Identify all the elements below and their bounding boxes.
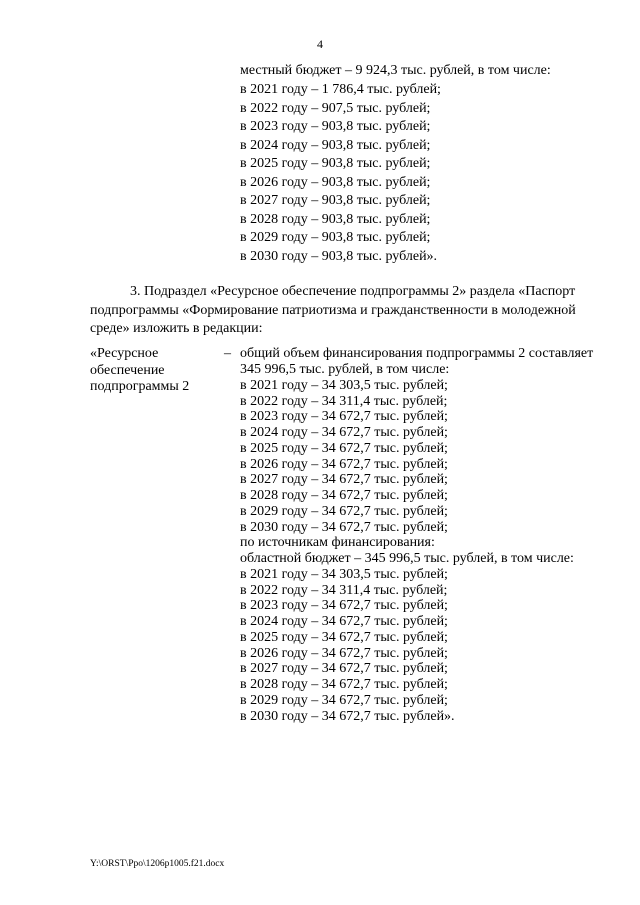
table-label-line: «Ресурсное [90,346,159,361]
table-dash: – [224,346,231,361]
table-content-line: в 2029 году – 34 672,7 тыс. рублей; [240,504,448,519]
budget-line: в 2024 году – 903,8 тыс. рублей; [240,138,431,153]
table-content-line: в 2022 году – 34 311,4 тыс. рублей; [240,394,448,409]
table-content-line: в 2026 году – 34 672,7 тыс. рублей; [240,457,448,472]
table-label-line: подпрограммы 2 [90,379,190,394]
table-content-line: в 2030 году – 34 672,7 тыс. рублей». [240,709,455,724]
table-content-line: в 2024 году – 34 672,7 тыс. рублей; [240,614,448,629]
table-content-line: в 2027 году – 34 672,7 тыс. рублей; [240,472,448,487]
table-content-line: по источникам финансирования: [240,535,435,550]
budget-line: в 2023 году – 903,8 тыс. рублей; [240,119,431,134]
paragraph-line: 3. Подраздел «Ресурсное обеспечение подпрограммы 2» раздела «Паспорт [130,284,576,299]
budget-line: в 2029 году – 903,8 тыс. рублей; [240,230,431,245]
table-content-line: в 2024 году – 34 672,7 тыс. рублей; [240,425,448,440]
table-content-line: в 2028 году – 34 672,7 тыс. рублей; [240,488,448,503]
table-content-line: в 2025 году – 34 672,7 тыс. рублей; [240,441,448,456]
page-number: 4 [317,37,323,51]
budget-line: в 2030 году – 903,8 тыс. рублей». [240,249,438,264]
table-content-line: в 2025 году – 34 672,7 тыс. рублей; [240,630,448,645]
budget-line: в 2025 году – 903,8 тыс. рублей; [240,156,431,171]
table-content-line: в 2028 году – 34 672,7 тыс. рублей; [240,677,448,692]
table-label-line: обеспечение [90,363,165,378]
file-path-footer: Y:\ORST\Ppo\1206p1005.f21.docx [90,859,225,869]
table-content-line: в 2023 году – 34 672,7 тыс. рублей; [240,598,448,613]
table-content-line: общий объем финансирования подпрограммы 2 составляет [240,346,594,361]
paragraph-line: подпрограммы «Формирование патриотизма и гражданственности в молодежной [90,303,576,318]
budget-line: местный бюджет – 9 924,3 тыс. рублей, в том числе: [240,63,551,78]
table-content-line: в 2022 году – 34 311,4 тыс. рублей; [240,583,448,598]
table-content-line: в 2021 году – 34 303,5 тыс. рублей; [240,378,448,393]
budget-line: в 2028 году – 903,8 тыс. рублей; [240,212,431,227]
table-content-line: в 2023 году – 34 672,7 тыс. рублей; [240,409,448,424]
table-content-line: в 2027 году – 34 672,7 тыс. рублей; [240,661,448,676]
table-content-line: в 2021 году – 34 303,5 тыс. рублей; [240,567,448,582]
paragraph-line: среде» изложить в редакции: [90,321,263,336]
budget-line: в 2027 году – 903,8 тыс. рублей; [240,193,431,208]
table-content-line: областной бюджет – 345 996,5 тыс. рублей, в том числе: [240,551,574,566]
budget-line: в 2021 году – 1 786,4 тыс. рублей; [240,82,441,97]
table-content-line: в 2030 году – 34 672,7 тыс. рублей; [240,520,448,535]
budget-line: в 2026 году – 903,8 тыс. рублей; [240,175,431,190]
budget-line: в 2022 году – 907,5 тыс. рублей; [240,101,431,116]
table-content-line: в 2029 году – 34 672,7 тыс. рублей; [240,693,448,708]
table-content-line: 345 996,5 тыс. рублей, в том числе: [240,362,450,377]
table-content-line: в 2026 году – 34 672,7 тыс. рублей; [240,646,448,661]
